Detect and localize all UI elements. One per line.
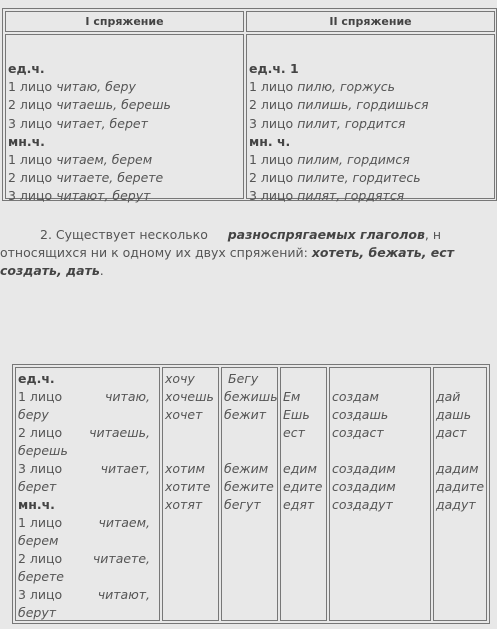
first-conjugation-cell [5,34,244,204]
form: хотите [165,479,211,494]
label-plural: мн. ч. [249,133,291,149]
row: 3 лицо пилит, гордится [249,115,406,131]
header-second-conjugation: II спряжение [246,11,495,32]
row: 2 лицо читаешь, берешь [8,97,171,113]
form: дадут [436,497,476,512]
form: ест [283,425,305,440]
form: создаст [332,425,384,440]
verb-column-dat [433,367,487,621]
label-singular: ед.ч. [8,61,45,76]
conjugation-table [2,8,497,204]
form: хотят [165,497,203,512]
row: 2 лицо пилишь, гордишься [249,97,429,113]
row: 2 лицо читаете, берете [8,170,164,186]
form: создадим [332,479,396,494]
row: 3 лицо читают, [18,587,150,602]
form: едите [283,479,323,494]
form: берут [18,605,57,620]
row: 3 лицо читает, [18,461,150,476]
row: 3 лицо пилят, гордятся [249,188,405,204]
form: едим [283,461,317,476]
form: дадите [436,479,485,494]
form: создадим [332,461,396,476]
row: 2 лицо читаете, [18,551,150,566]
paragraph-line: 2. Существует несколько разноспрягаемых глаголов, н [40,227,442,242]
row: 3 лицо читает, берет [8,115,148,131]
label-singular: ед.ч. 1 [249,61,299,76]
form: создам [332,389,379,404]
form: Ем [283,389,301,404]
row: 3 лицо читают, берут [8,188,151,204]
form: берешь [18,443,68,458]
form: дашь [436,407,472,422]
form: дай [436,389,461,404]
form: Ешь [283,407,310,422]
form: даст [436,425,467,440]
row: 1 лицо пилю, горжусь [249,79,395,95]
form: создашь [332,407,389,422]
paragraph-line: относящихся ни к одному их двух спряжений: хотеть, бежать, ест [0,245,454,260]
form: беру [18,407,49,422]
verb-column-est [280,367,327,621]
row: 1 лицо пилим, гордимся [249,152,410,168]
label-singular: ед.ч. [18,371,55,386]
paragraph-line: создать, дать. [0,263,104,278]
form: бегут [224,497,261,512]
form: хотим [165,461,205,476]
form: хочу [165,371,195,386]
form: дадим [436,461,479,476]
verb-column-xotet [162,367,219,621]
form: бежим [224,461,269,476]
header-first-conjugation: I спряжение [5,11,244,32]
label-plural: мн.ч. [8,133,45,149]
verb-column-sozdat [329,367,431,621]
row: 1 лицо читаем, берем [8,152,153,168]
form: берем [18,533,59,548]
irregular-verbs-table [12,364,490,624]
form: бежит [224,407,267,422]
form: Бегу [228,371,259,386]
form: хочет [165,407,203,422]
row: 2 лицо пилите, гордитесь [249,170,421,186]
verb-column-bezhat [221,367,278,621]
label-plural: мн.ч. [18,497,55,512]
form: создадут [332,497,393,512]
row: 2 лицо читаешь, [18,425,150,440]
form: бежишь [224,389,278,404]
form: берете [18,569,64,584]
row: 1 лицо читаю, беру [8,79,136,95]
row: 1 лицо читаю, [18,389,150,404]
persons-column [15,367,160,621]
form: хочешь [165,389,214,404]
second-conjugation-cell [246,34,495,204]
form: едят [283,497,315,512]
row: 1 лицо читаем, [18,515,150,530]
form: берет [18,479,57,494]
form: бежите [224,479,274,494]
